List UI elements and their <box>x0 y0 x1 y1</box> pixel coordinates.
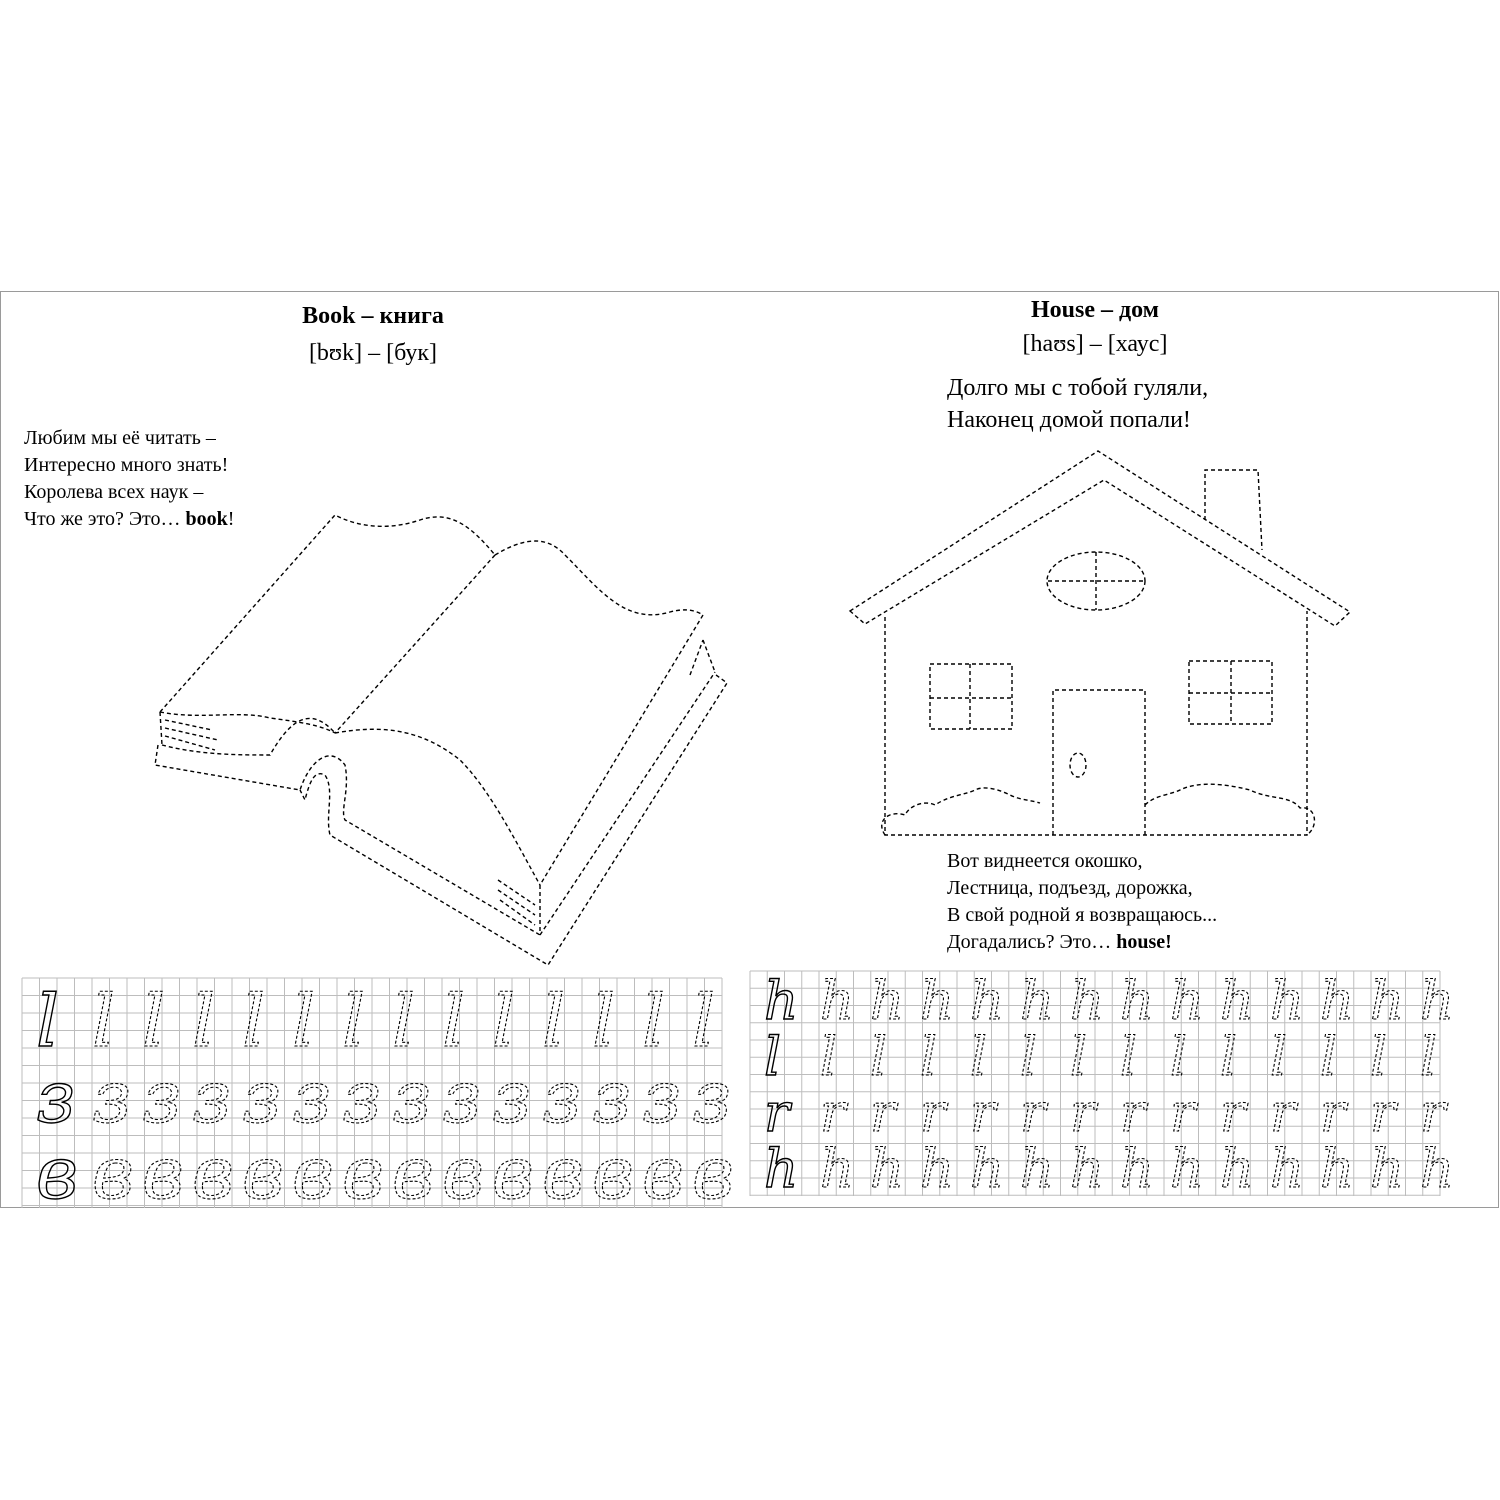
trace-letter[interactable]: l <box>392 980 416 1064</box>
model-letter: h <box>764 970 799 1032</box>
house-poem-line: В свой родной я возвращаюсь... <box>947 904 1218 926</box>
house-illustration <box>850 451 1350 835</box>
book-title: Book – книга <box>302 303 444 329</box>
trace-letter[interactable]: r <box>1220 1082 1246 1144</box>
trace-letter[interactable]: r <box>1120 1082 1146 1144</box>
trace-letter[interactable]: l <box>1270 1026 1288 1088</box>
model-letter: з <box>36 1056 76 1140</box>
trace-letter[interactable]: r <box>1370 1082 1396 1144</box>
trace-letter[interactable]: h <box>870 1138 905 1200</box>
trace-letter[interactable]: h <box>1320 970 1355 1032</box>
trace-letter[interactable]: h <box>1070 970 1105 1032</box>
trace-letter[interactable]: з <box>242 1056 282 1140</box>
book-poem-line: Что же это? Это… book! <box>24 508 235 530</box>
trace-letter[interactable]: в <box>192 1132 235 1216</box>
trace-letter[interactable]: в <box>392 1132 435 1216</box>
trace-letter[interactable]: h <box>1220 970 1255 1032</box>
house-phonetic: [haʊs] – [хаус] <box>1022 331 1168 357</box>
trace-letter[interactable]: r <box>1170 1082 1196 1144</box>
trace-letter[interactable]: l <box>1220 1026 1238 1088</box>
trace-letter[interactable]: в <box>342 1132 385 1216</box>
trace-letter[interactable]: h <box>1120 970 1155 1032</box>
right-practice-grid <box>750 970 1455 1200</box>
trace-letter[interactable]: h <box>1420 1138 1455 1200</box>
trace-letter[interactable]: r <box>1420 1082 1446 1144</box>
trace-letter[interactable]: l <box>92 980 116 1064</box>
trace-letter[interactable]: з <box>192 1056 232 1140</box>
trace-letter[interactable]: l <box>692 980 716 1064</box>
trace-letter[interactable]: в <box>692 1132 735 1216</box>
trace-letter[interactable]: r <box>870 1082 896 1144</box>
trace-letter[interactable]: l <box>642 980 666 1064</box>
trace-letter[interactable]: l <box>1420 1026 1438 1088</box>
trace-letter[interactable]: l <box>342 980 366 1064</box>
book-poem-line: Любим мы её читать – <box>24 427 216 449</box>
trace-letter[interactable]: h <box>970 970 1005 1032</box>
trace-letter[interactable]: в <box>492 1132 535 1216</box>
trace-letter[interactable]: h <box>1020 970 1055 1032</box>
trace-letter[interactable]: в <box>642 1132 685 1216</box>
trace-letter[interactable]: з <box>592 1056 632 1140</box>
book-illustration <box>155 515 727 965</box>
trace-letter[interactable]: l <box>292 980 316 1064</box>
trace-letter[interactable]: l <box>242 980 266 1064</box>
trace-letter[interactable]: l <box>492 980 516 1064</box>
trace-letter[interactable]: з <box>442 1056 482 1140</box>
house-poem-line: Вот виднеется окошко, <box>947 850 1143 872</box>
trace-letter[interactable]: l <box>142 980 166 1064</box>
trace-letter[interactable]: h <box>1370 970 1405 1032</box>
trace-letter[interactable]: r <box>1270 1082 1296 1144</box>
model-letter: l <box>36 980 60 1064</box>
model-letter: в <box>36 1132 79 1216</box>
trace-letter[interactable]: l <box>542 980 566 1064</box>
trace-letter[interactable]: з <box>492 1056 532 1140</box>
trace-letter[interactable]: з <box>642 1056 682 1140</box>
trace-letter[interactable]: h <box>1070 1138 1105 1200</box>
trace-letter[interactable]: r <box>970 1082 996 1144</box>
trace-letter[interactable]: l <box>820 1026 838 1088</box>
trace-letter[interactable]: в <box>592 1132 635 1216</box>
trace-letter[interactable]: h <box>1320 1138 1355 1200</box>
house-poem-line: Долго мы с тобой гуляли, <box>947 375 1209 401</box>
trace-letter[interactable]: з <box>142 1056 182 1140</box>
trace-letter[interactable]: з <box>92 1056 132 1140</box>
house-poem-line: Догадались? Это… house! <box>947 931 1172 953</box>
trace-letter[interactable]: h <box>1220 1138 1255 1200</box>
trace-letter[interactable]: l <box>1070 1026 1088 1088</box>
trace-letter[interactable]: з <box>692 1056 732 1140</box>
trace-letter[interactable]: в <box>242 1132 285 1216</box>
trace-letter[interactable]: h <box>920 970 955 1032</box>
trace-letter[interactable]: з <box>342 1056 382 1140</box>
trace-letter[interactable]: h <box>1020 1138 1055 1200</box>
trace-letter[interactable]: l <box>870 1026 888 1088</box>
model-letter: l <box>764 1026 782 1088</box>
trace-letter[interactable]: h <box>1270 970 1305 1032</box>
trace-letter[interactable]: l <box>1370 1026 1388 1088</box>
trace-letter[interactable]: h <box>1270 1138 1305 1200</box>
trace-letter[interactable]: l <box>592 980 616 1064</box>
trace-letter[interactable]: з <box>292 1056 332 1140</box>
model-letter: h <box>764 1138 799 1200</box>
trace-letter[interactable]: l <box>442 980 466 1064</box>
trace-letter[interactable]: h <box>820 970 855 1032</box>
left-practice-grid <box>22 978 735 1216</box>
book-poem-line: Королева всех наук – <box>24 481 204 503</box>
trace-letter[interactable]: в <box>142 1132 185 1216</box>
trace-letter[interactable]: l <box>1020 1026 1038 1088</box>
book-phonetic: [bʊk] – [бук] <box>308 340 438 366</box>
trace-letter[interactable]: r <box>920 1082 946 1144</box>
trace-letter[interactable]: з <box>542 1056 582 1140</box>
trace-letter[interactable]: h <box>1370 1138 1405 1200</box>
trace-letter[interactable]: l <box>192 980 216 1064</box>
trace-letter[interactable]: h <box>1420 970 1455 1032</box>
trace-letter[interactable]: h <box>1170 970 1205 1032</box>
trace-letter[interactable]: h <box>820 1138 855 1200</box>
trace-letter[interactable]: в <box>442 1132 485 1216</box>
trace-letter[interactable]: r <box>1320 1082 1346 1144</box>
trace-letter[interactable]: в <box>542 1132 585 1216</box>
house-poem-line: Наконец домой попали! <box>947 407 1191 433</box>
trace-letter[interactable]: h <box>870 970 905 1032</box>
trace-letter[interactable]: r <box>1070 1082 1096 1144</box>
house-title: House – дом <box>1030 297 1160 323</box>
house-poem-line: Лестница, подъезд, дорожка, <box>947 877 1193 899</box>
trace-letter[interactable]: l <box>920 1026 938 1088</box>
model-letter: r <box>764 1082 790 1144</box>
trace-letter[interactable]: в <box>292 1132 335 1216</box>
trace-letter[interactable]: h <box>920 1138 955 1200</box>
trace-letter[interactable]: l <box>1170 1026 1188 1088</box>
trace-letter[interactable]: l <box>1320 1026 1338 1088</box>
trace-letter[interactable]: r <box>1020 1082 1046 1144</box>
trace-letter[interactable]: в <box>92 1132 135 1216</box>
trace-letter[interactable]: l <box>970 1026 988 1088</box>
trace-letter[interactable]: l <box>1120 1026 1138 1088</box>
trace-letter[interactable]: r <box>820 1082 846 1144</box>
trace-letter[interactable]: h <box>1120 1138 1155 1200</box>
trace-letter[interactable]: з <box>392 1056 432 1140</box>
trace-letter[interactable]: h <box>970 1138 1005 1200</box>
book-poem-line: Интересно много знать! <box>24 454 229 476</box>
trace-letter[interactable]: h <box>1170 1138 1205 1200</box>
